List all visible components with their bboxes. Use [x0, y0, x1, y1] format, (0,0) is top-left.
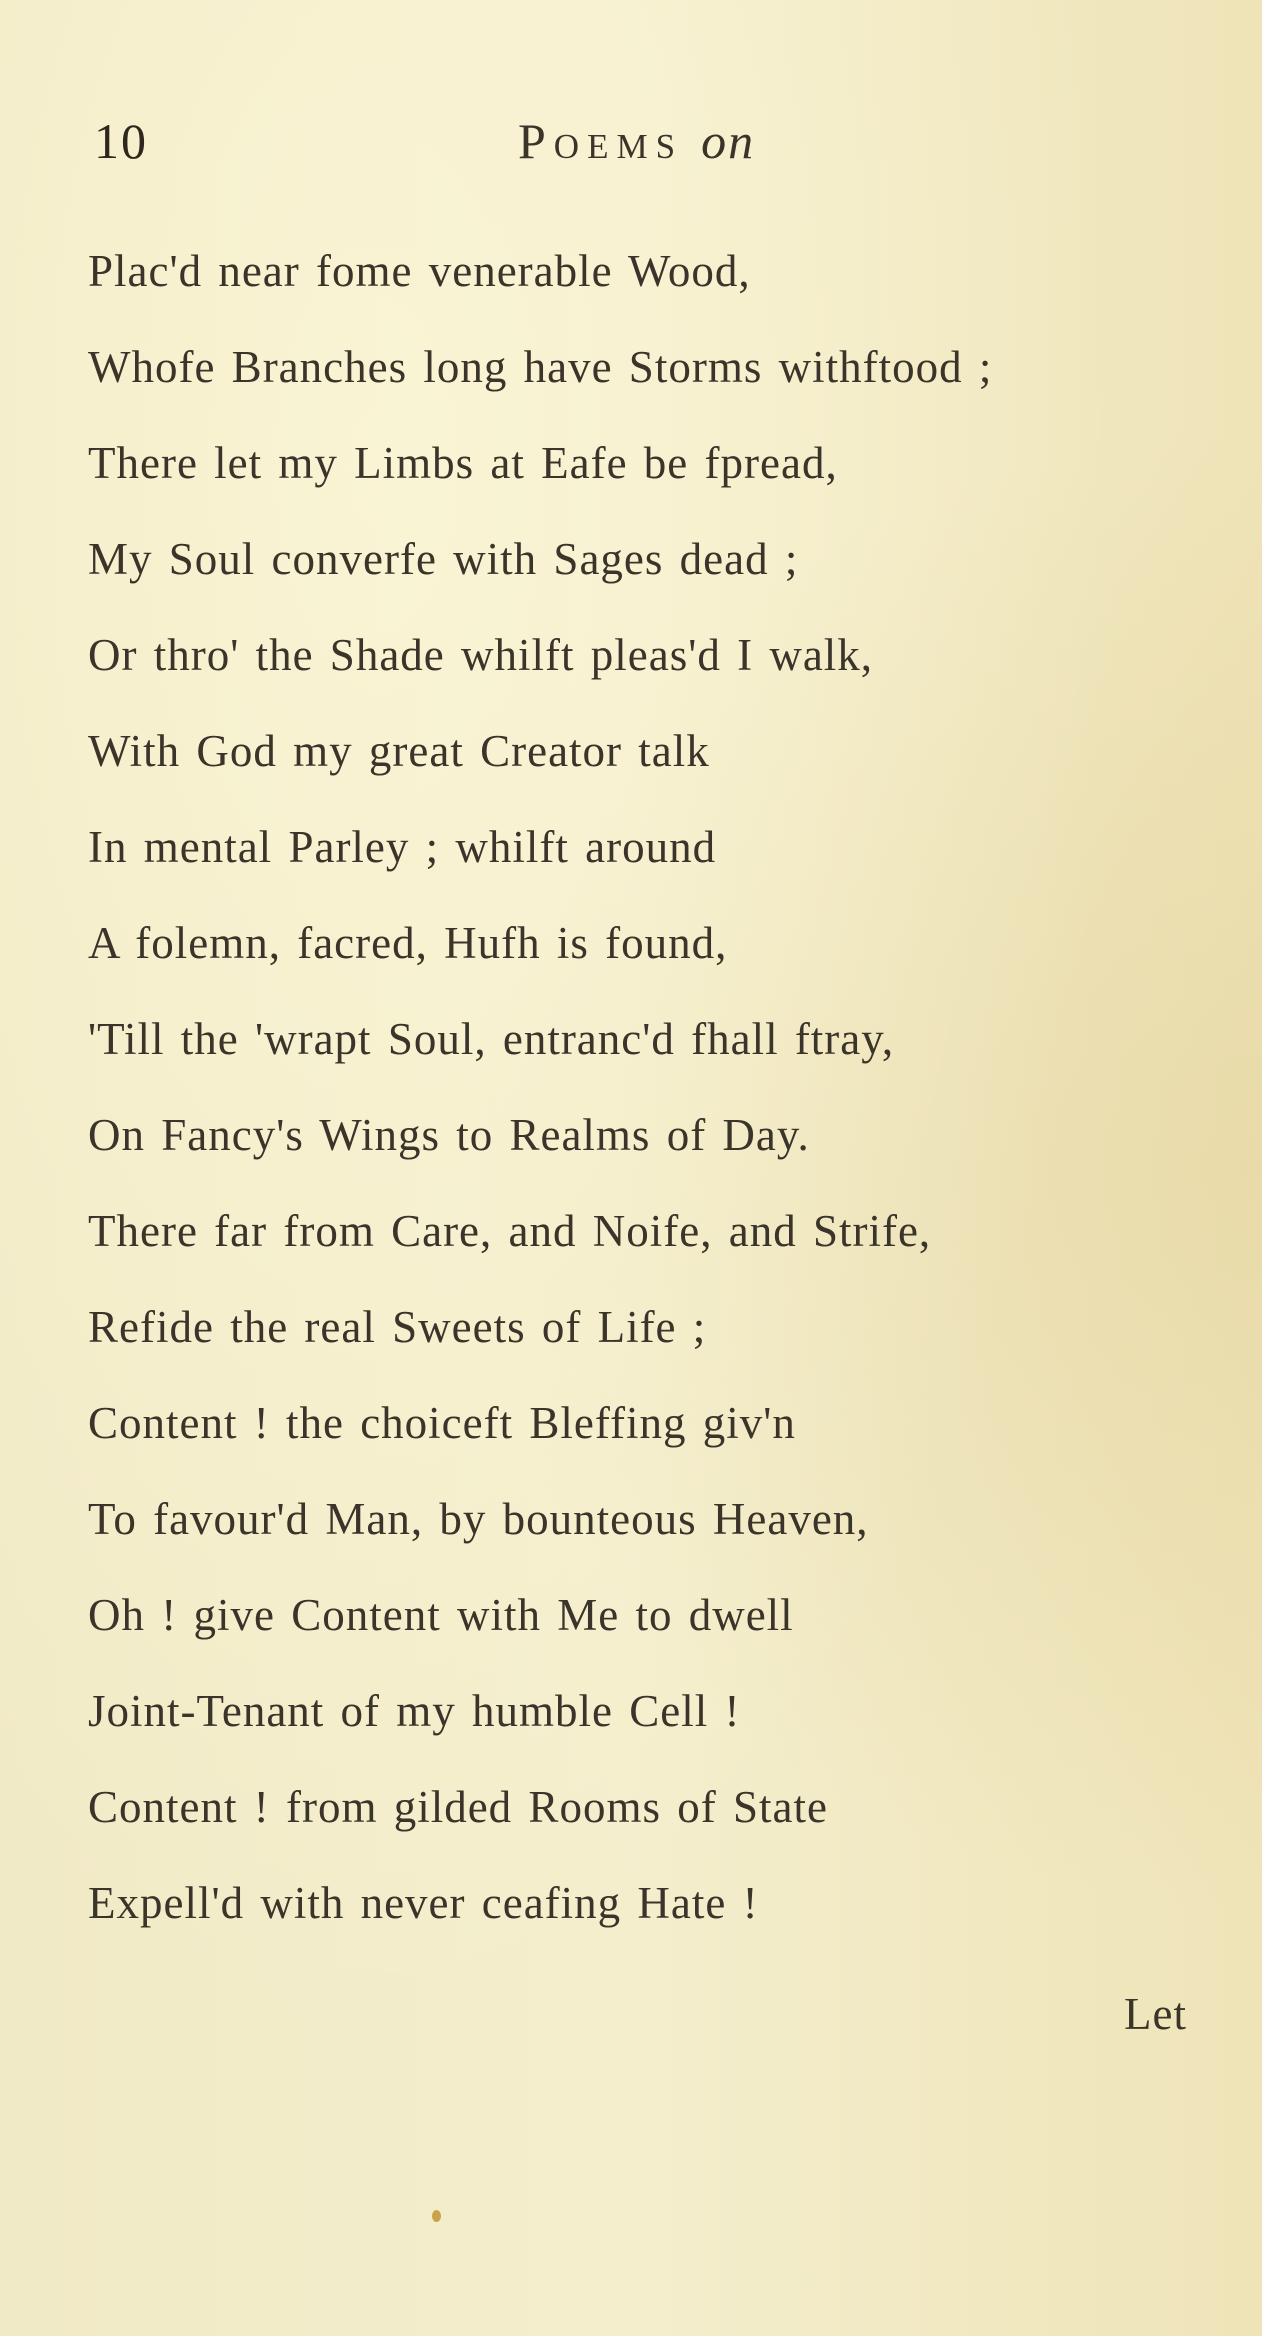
catchword: Let	[1124, 1989, 1187, 2039]
verse-line: To favour'd Man, by bounteous Heaven,	[88, 1494, 869, 1544]
verse-line: There far from Care, and Noife, and Strife,	[88, 1206, 932, 1256]
verse-line: 'Till the 'wrapt Soul, entranc'd fhall ftray,	[88, 1014, 895, 1064]
poem-verse	[88, 236, 1188, 1964]
verse-line: Content ! from gilded Rooms of State	[88, 1782, 828, 1832]
running-head-italic: on	[701, 113, 756, 169]
verse-line: With God my great Creator talk	[88, 726, 710, 776]
verse-line: Refide the real Sweets of Life ;	[88, 1302, 707, 1352]
page-number: 10	[94, 113, 148, 169]
verse-line: In mental Parley ; whilft around	[88, 822, 717, 872]
verse-line: Expell'd with never ceafing Hate !	[88, 1878, 759, 1928]
paper-speck	[432, 2210, 441, 2222]
verse-line: There let my Limbs at Eafe be fpread,	[88, 438, 838, 488]
page-header	[0, 112, 1262, 172]
verse-line: On Fancy's Wings to Realms of Day.	[88, 1110, 810, 1160]
verse-line: Oh ! give Content with Me to dwell	[88, 1590, 794, 1640]
running-head	[518, 112, 755, 170]
verse-line: My Soul converfe with Sages dead ;	[88, 534, 799, 584]
running-head-title: Poems	[518, 113, 684, 169]
verse-line: Content ! the choiceft Bleffing giv'n	[88, 1398, 796, 1448]
verse-line: Whofe Branches long have Storms withftood ;	[88, 342, 993, 392]
verse-line: A folemn, facred, Hufh is found,	[88, 918, 728, 968]
verse-line: Or thro' the Shade whilft pleas'd I walk,	[88, 630, 874, 680]
verse-line: Joint-Tenant of my humble Cell !	[88, 1686, 741, 1736]
verse-line: Plac'd near fome venerable Wood,	[88, 246, 751, 296]
